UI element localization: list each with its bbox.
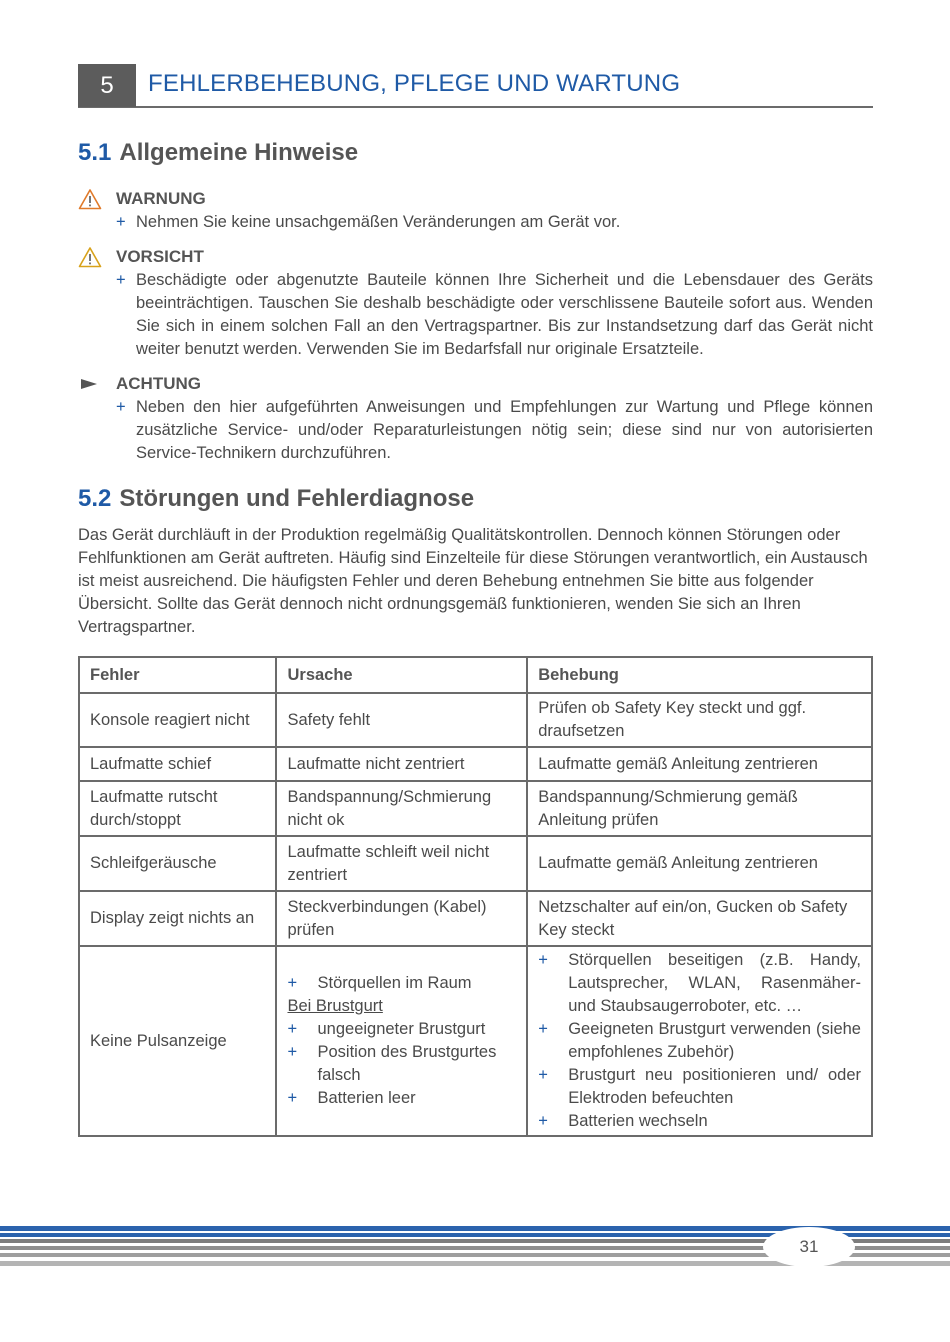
fault-table: [78, 656, 873, 1137]
list-item: + Position des Brustgurtes falsch: [287, 1043, 497, 1084]
notice-attention: [78, 373, 873, 465]
bullet-plus: +: [116, 213, 126, 231]
table-cell: Safety fehlt: [276, 693, 527, 747]
table-cell: Bandspannung/Schmierung nicht ok: [276, 781, 527, 836]
list-item: + Geeigneten Brustgurt verwenden (siehe empfohlenes Zubehör): [538, 1020, 861, 1061]
notice-text: Neben den hier aufgeführten Anweisungen und Empfehlungen zur Wartung und Pflege können zusätzliche Service- und/oder Reparaturleistungen nötig sein; diese sind nur von autorisierten Service-Technikern durchzuführen.: [136, 398, 873, 462]
section-title-general: [78, 139, 358, 167]
table-row: [79, 693, 872, 747]
table-cell: Steckverbindungen (Kabel) prüfen: [276, 891, 527, 946]
bullet-plus: +: [287, 1043, 298, 1061]
section-title-text: Allgemeine Hinweise: [119, 139, 359, 166]
table-cell: Bandspannung/Schmierung gemäß Anleitung prüfen: [527, 781, 872, 836]
notice-text: Beschädigte oder abgenutzte Bauteile können Ihre Sicherheit und die Lebensdauer des Geräts beeinträchtigen. Tauschen Sie deshalb beschädigte oder verschlissene Bauteile sofort aus. Wenden Sie sich in einem solchen Fall an den Vertragspartner. Bis zur Instandsetzung darf das Gerät nicht weiter benutzt werden. Verwenden Sie im Bedarfsfall nur originale Ersatzteile.: [136, 271, 873, 358]
list-item: + Störquellen im Raum: [287, 972, 516, 995]
table-cell-fixes: [527, 946, 872, 1136]
table-cell: Netzschalter auf ein/on, Gucken ob Safety Key steckt: [527, 891, 872, 946]
list-item: + Störquellen beseitigen (z.B. Handy, Lautsprecher, WLAN, Rasenmäher- und Staubsaugerroboter, etc. …: [538, 951, 861, 1015]
table-cell: Laufmatte nicht zentriert: [276, 747, 527, 781]
intro-paragraph: Das Gerät durchläuft in der Produktion regelmäßig Qualitätskontrollen. Dennoch können Störungen oder Fehlfunktionen am Gerät auftreten. Häufig sind Einzelteile für diese Störungen verantwortlich, ein Austausch ist meist ausreichend. Die häufigsten Fehler und deren Behebung entnehmen Sie bitte aus folgender Übersicht. Sollte das Gerät dennoch nicht ordnungsgemäß funktionieren, wenden Sie sich an Ihren Vertragspartner.: [78, 526, 868, 636]
bullet-plus: +: [116, 398, 126, 416]
notice-label: VORSICHT: [116, 247, 204, 266]
list-item: + Batterien leer: [287, 1087, 516, 1110]
table-cell: Konsole reagiert nicht: [79, 693, 276, 747]
section-title-faults: [78, 485, 474, 513]
section-number: 5.1: [78, 139, 112, 166]
table-row: [79, 836, 872, 891]
notice-label: WARNUNG: [116, 189, 206, 208]
fix-list: [538, 949, 861, 1133]
bullet-plus: +: [287, 1020, 298, 1038]
table-row: [79, 747, 872, 781]
cause-list: [287, 972, 516, 995]
table-header: Fehler: [79, 657, 276, 693]
table-cell-causes: [276, 946, 527, 1136]
notice-label: ACHTUNG: [116, 374, 201, 393]
list-item: + Batterien wechseln: [538, 1110, 861, 1133]
chapter-title: FEHLERBEHEBUNG, PFLEGE UND WARTUNG: [148, 70, 681, 97]
bullet-plus: +: [538, 951, 548, 969]
table-cell: Prüfen ob Safety Key steckt und ggf. draufsetzen: [527, 693, 872, 747]
bullet-plus: +: [287, 974, 298, 992]
notice-text: Nehmen Sie keine unsachgemäßen Veränderungen am Gerät vor.: [136, 213, 621, 231]
table-header: Ursache: [276, 657, 527, 693]
table-cell: Laufmatte gemäß Anleitung zentrieren: [527, 836, 872, 891]
list-item: + ungeeigneter Brustgurt: [287, 1018, 516, 1041]
table-cell: Keine Pulsanzeige: [79, 946, 276, 1136]
table-header-row: [79, 657, 872, 693]
notice-caution: [78, 246, 873, 361]
section-title-text: Störungen und Fehlerdiagnose: [119, 485, 475, 512]
table-cell: Schleifgeräusche: [79, 836, 276, 891]
bullet-plus: +: [538, 1112, 548, 1130]
list-item: + Brustgurt neu positionieren und/ oder Elektroden befeuchten: [538, 1066, 861, 1107]
notice-warning: [78, 188, 873, 234]
bullet-plus: +: [287, 1089, 298, 1107]
bullet-plus: +: [538, 1020, 548, 1038]
cause-subhead: Bei Brustgurt: [287, 997, 383, 1015]
table-row-pulse: [79, 946, 872, 1136]
table-cell: Display zeigt nichts an: [79, 891, 276, 946]
chapter-header: [78, 64, 873, 108]
warning-triangle-icon: [78, 246, 106, 268]
bullet-plus: +: [538, 1066, 548, 1084]
table-cell: Laufmatte rutscht durch/stoppt: [79, 781, 276, 836]
table-row: [79, 781, 872, 836]
table-cell: Laufmatte gemäß Anleitung zentrieren: [527, 747, 872, 781]
flag-icon: [78, 373, 106, 395]
table-cell: Laufmatte schleift weil nicht zentriert: [276, 836, 527, 891]
cause-list: [287, 1018, 516, 1110]
warning-triangle-icon: [78, 188, 106, 210]
table-header: Behebung: [527, 657, 872, 693]
section-number: 5.2: [78, 485, 112, 512]
chapter-number: 5: [78, 64, 136, 107]
table-row: [79, 891, 872, 946]
page-number: 31: [763, 1227, 855, 1267]
table-cell: Laufmatte schief: [79, 747, 276, 781]
bullet-plus: +: [116, 271, 126, 289]
